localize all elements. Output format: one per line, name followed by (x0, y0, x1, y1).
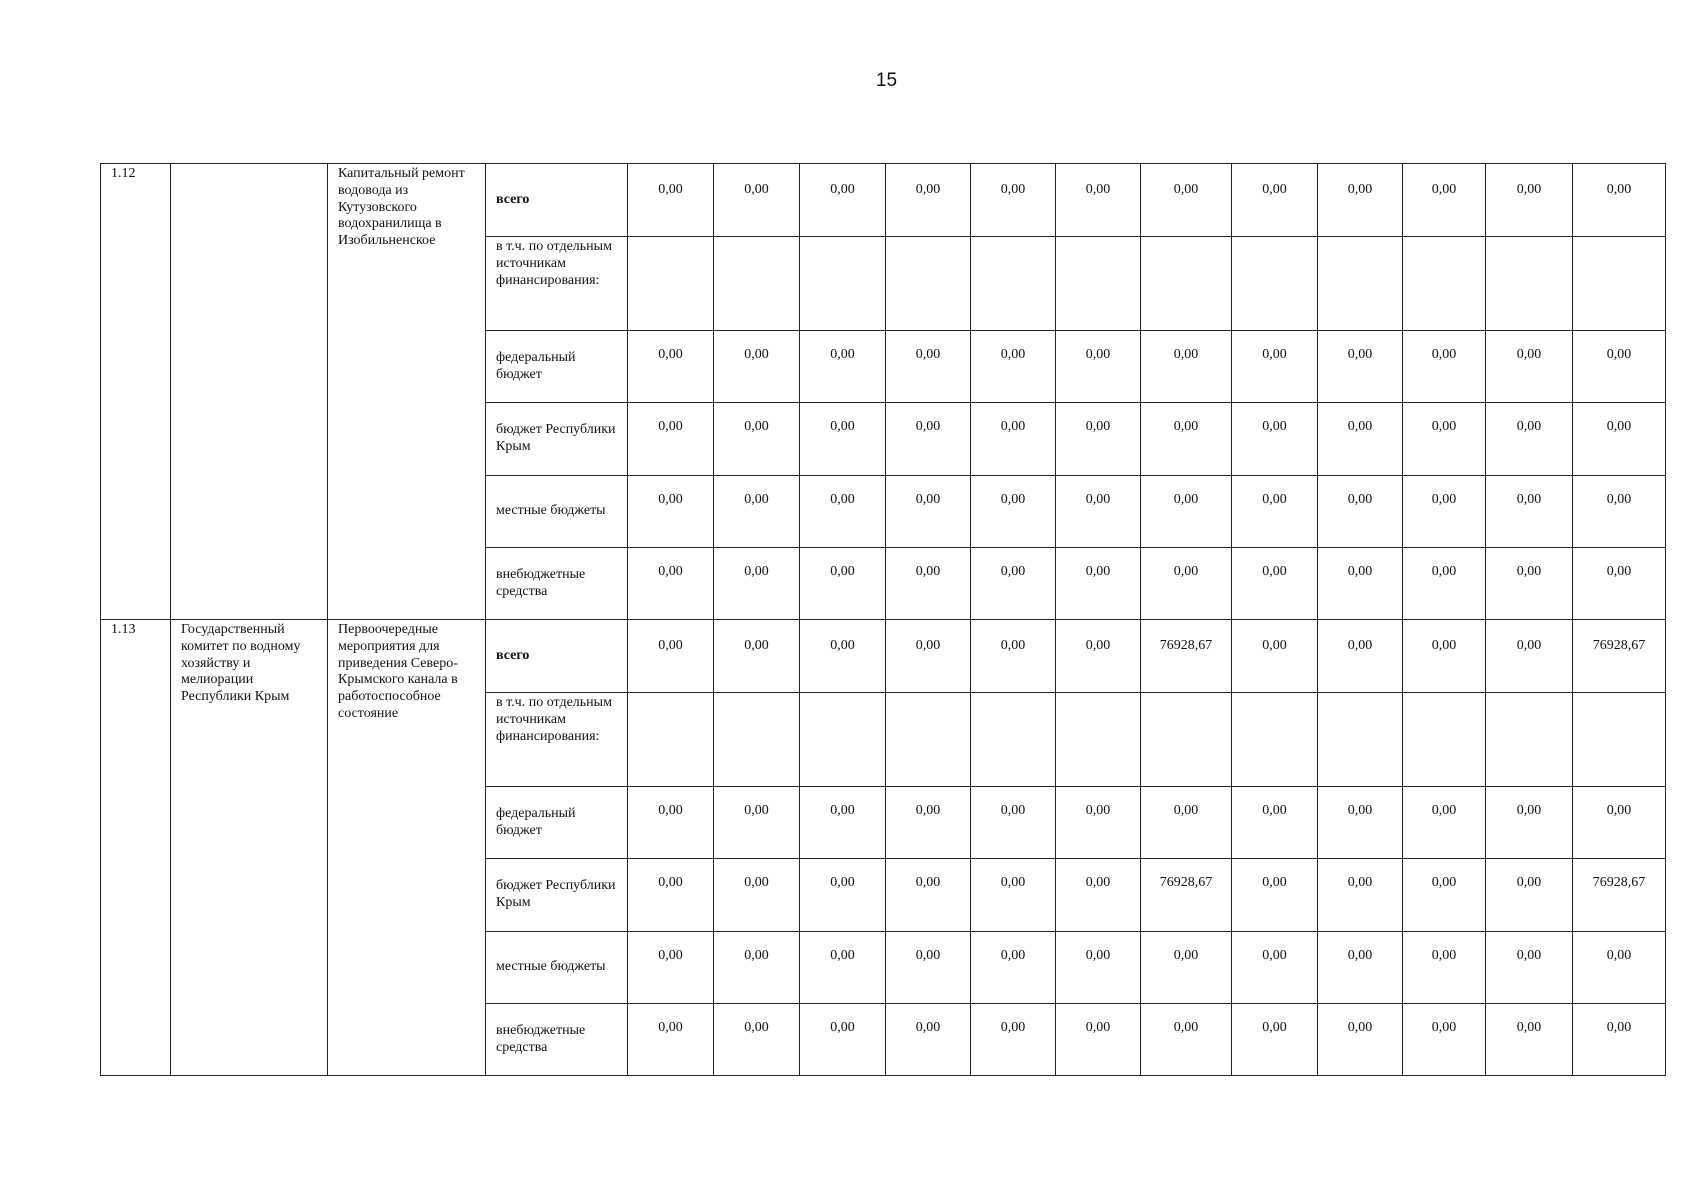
value-cell: 0,00 (628, 331, 714, 403)
value-cell: 0,00 (1486, 1004, 1573, 1076)
value-cell: 0,00 (1141, 932, 1232, 1004)
value-cell: 0,00 (971, 476, 1056, 548)
value-cell: 0,00 (1232, 620, 1318, 693)
value-cell: 0,00 (1318, 787, 1403, 859)
value-cell: 0,00 (1486, 859, 1573, 932)
value-cell: 0,00 (971, 403, 1056, 476)
value-cell: 0,00 (1232, 164, 1318, 237)
value-cell: 0,00 (800, 1004, 886, 1076)
value-cell: 0,00 (714, 1004, 800, 1076)
value-cell: 0,00 (1573, 548, 1666, 620)
value-cell: 0,00 (714, 932, 800, 1004)
executor-cell (171, 164, 328, 620)
value-cell: 0,00 (714, 476, 800, 548)
value-cell: 0,00 (1403, 548, 1486, 620)
value-cell: 0,00 (1573, 403, 1666, 476)
value-cell: 0,00 (1056, 620, 1141, 693)
empty-cell (1403, 693, 1486, 787)
value-cell: 0,00 (1141, 548, 1232, 620)
empty-cell (714, 237, 800, 331)
empty-cell (714, 693, 800, 787)
value-cell: 0,00 (1232, 548, 1318, 620)
value-cell: 0,00 (1232, 859, 1318, 932)
empty-cell (1573, 693, 1666, 787)
value-cell: 0,00 (1056, 787, 1141, 859)
value-cell: 0,00 (628, 548, 714, 620)
value-cell: 0,00 (1232, 476, 1318, 548)
empty-cell (628, 693, 714, 787)
page-number: 15 (875, 70, 898, 91)
value-cell: 0,00 (1403, 164, 1486, 237)
value-cell: 0,00 (1318, 331, 1403, 403)
value-cell: 0,00 (1403, 331, 1486, 403)
value-cell: 0,00 (1573, 787, 1666, 859)
funding-source-cell: федеральный бюджет (486, 787, 628, 859)
funding-source-cell: местные бюджеты (486, 932, 628, 1004)
value-cell: 0,00 (971, 164, 1056, 237)
empty-cell (886, 237, 971, 331)
value-cell: 0,00 (971, 787, 1056, 859)
value-cell: 0,00 (628, 403, 714, 476)
empty-cell (1486, 693, 1573, 787)
value-cell: 0,00 (1318, 859, 1403, 932)
value-cell: 0,00 (1056, 331, 1141, 403)
value-cell: 76928,67 (1141, 620, 1232, 693)
value-cell: 0,00 (1403, 787, 1486, 859)
funding-source-cell: в т.ч. по отдельным источникам финансирования: (486, 693, 628, 787)
value-cell: 0,00 (971, 548, 1056, 620)
value-cell: 0,00 (1403, 859, 1486, 932)
empty-cell (1486, 237, 1573, 331)
value-cell: 76928,67 (1141, 859, 1232, 932)
value-cell: 0,00 (1573, 932, 1666, 1004)
empty-cell (1056, 693, 1141, 787)
budget-table (100, 163, 1666, 1076)
empty-cell (800, 237, 886, 331)
funding-source-cell: всего (486, 620, 628, 693)
value-cell: 0,00 (886, 787, 971, 859)
value-cell: 0,00 (1403, 620, 1486, 693)
funding-source-cell: в т.ч. по отдельным источникам финансирования: (486, 237, 628, 331)
item-number: 1.12 (101, 164, 171, 620)
value-cell: 0,00 (714, 403, 800, 476)
value-cell: 0,00 (1141, 403, 1232, 476)
value-cell: 0,00 (1573, 331, 1666, 403)
value-cell: 0,00 (800, 932, 886, 1004)
value-cell: 0,00 (1403, 1004, 1486, 1076)
value-cell: 0,00 (1056, 548, 1141, 620)
value-cell: 0,00 (800, 548, 886, 620)
value-cell: 0,00 (1573, 476, 1666, 548)
value-cell: 0,00 (1318, 620, 1403, 693)
value-cell: 0,00 (971, 1004, 1056, 1076)
value-cell: 0,00 (971, 620, 1056, 693)
empty-cell (1318, 237, 1403, 331)
value-cell: 0,00 (1573, 1004, 1666, 1076)
value-cell: 0,00 (628, 620, 714, 693)
empty-cell (1141, 693, 1232, 787)
value-cell: 0,00 (1141, 476, 1232, 548)
value-cell: 0,00 (971, 859, 1056, 932)
value-cell: 0,00 (628, 164, 714, 237)
value-cell: 0,00 (1232, 932, 1318, 1004)
value-cell: 0,00 (628, 932, 714, 1004)
value-cell: 0,00 (1573, 164, 1666, 237)
empty-cell (628, 237, 714, 331)
empty-cell (1141, 237, 1232, 331)
value-cell: 0,00 (714, 548, 800, 620)
value-cell: 0,00 (628, 859, 714, 932)
value-cell: 0,00 (886, 164, 971, 237)
measure-name-cell: Капитальный ремонт водовода из Кутузовского водохранилища в Изобильненское (328, 164, 486, 620)
value-cell: 0,00 (1486, 548, 1573, 620)
value-cell: 0,00 (886, 331, 971, 403)
value-cell: 0,00 (1232, 1004, 1318, 1076)
value-cell: 0,00 (1318, 164, 1403, 237)
value-cell: 0,00 (1318, 403, 1403, 476)
funding-source-cell: внебюджетные средства (486, 548, 628, 620)
value-cell: 0,00 (1486, 787, 1573, 859)
value-cell: 0,00 (886, 932, 971, 1004)
funding-source-cell: бюджет Республики Крым (486, 859, 628, 932)
value-cell: 0,00 (971, 932, 1056, 1004)
value-cell: 0,00 (628, 787, 714, 859)
item-number: 1.13 (101, 620, 171, 1076)
executor-cell: Государственный комитет по водному хозяйству и мелиорации Республики Крым (171, 620, 328, 1076)
empty-cell (1232, 693, 1318, 787)
funding-source-cell: федеральный бюджет (486, 331, 628, 403)
value-cell: 0,00 (1056, 476, 1141, 548)
value-cell: 0,00 (1232, 787, 1318, 859)
funding-source-cell: местные бюджеты (486, 476, 628, 548)
value-cell: 0,00 (1141, 787, 1232, 859)
table-body (101, 164, 1666, 1076)
empty-cell (886, 693, 971, 787)
funding-source-cell: внебюджетные средства (486, 1004, 628, 1076)
empty-cell (1403, 237, 1486, 331)
empty-cell (971, 237, 1056, 331)
value-cell: 0,00 (1403, 403, 1486, 476)
value-cell: 0,00 (1403, 932, 1486, 1004)
value-cell: 0,00 (628, 476, 714, 548)
value-cell: 0,00 (1486, 476, 1573, 548)
table-row (101, 164, 1666, 237)
value-cell: 0,00 (1486, 164, 1573, 237)
value-cell: 0,00 (1056, 932, 1141, 1004)
value-cell: 0,00 (886, 620, 971, 693)
value-cell: 0,00 (800, 787, 886, 859)
empty-cell (800, 693, 886, 787)
value-cell: 0,00 (886, 1004, 971, 1076)
value-cell: 0,00 (800, 331, 886, 403)
value-cell: 0,00 (1486, 932, 1573, 1004)
value-cell: 0,00 (1056, 164, 1141, 237)
value-cell: 0,00 (1318, 1004, 1403, 1076)
value-cell: 0,00 (714, 620, 800, 693)
table-row (101, 620, 1666, 693)
value-cell: 76928,67 (1573, 620, 1666, 693)
value-cell: 0,00 (714, 331, 800, 403)
value-cell: 0,00 (886, 859, 971, 932)
value-cell: 0,00 (1486, 331, 1573, 403)
value-cell: 0,00 (1141, 164, 1232, 237)
value-cell: 0,00 (886, 476, 971, 548)
value-cell: 0,00 (971, 331, 1056, 403)
value-cell: 0,00 (714, 859, 800, 932)
value-cell: 0,00 (714, 787, 800, 859)
value-cell: 0,00 (1232, 331, 1318, 403)
value-cell: 0,00 (1056, 859, 1141, 932)
value-cell: 0,00 (1141, 1004, 1232, 1076)
value-cell: 0,00 (800, 476, 886, 548)
value-cell: 0,00 (1403, 476, 1486, 548)
value-cell: 0,00 (800, 164, 886, 237)
value-cell: 0,00 (1486, 620, 1573, 693)
value-cell: 0,00 (1141, 331, 1232, 403)
funding-source-cell: бюджет Республики Крым (486, 403, 628, 476)
value-cell: 0,00 (1486, 403, 1573, 476)
value-cell: 0,00 (886, 403, 971, 476)
funding-source-cell: всего (486, 164, 628, 237)
value-cell: 0,00 (714, 164, 800, 237)
empty-cell (1318, 693, 1403, 787)
value-cell: 0,00 (1318, 548, 1403, 620)
value-cell: 0,00 (1318, 476, 1403, 548)
value-cell: 0,00 (1056, 1004, 1141, 1076)
value-cell: 76928,67 (1573, 859, 1666, 932)
value-cell: 0,00 (800, 859, 886, 932)
empty-cell (1573, 237, 1666, 331)
empty-cell (1232, 237, 1318, 331)
empty-cell (1056, 237, 1141, 331)
value-cell: 0,00 (886, 548, 971, 620)
value-cell: 0,00 (1056, 403, 1141, 476)
empty-cell (971, 693, 1056, 787)
value-cell: 0,00 (1232, 403, 1318, 476)
measure-name-cell: Первоочередные мероприятия для приведения Северо-Крымского канала в работоспособное состояние (328, 620, 486, 1076)
value-cell: 0,00 (628, 1004, 714, 1076)
value-cell: 0,00 (1318, 932, 1403, 1004)
value-cell: 0,00 (800, 403, 886, 476)
value-cell: 0,00 (800, 620, 886, 693)
